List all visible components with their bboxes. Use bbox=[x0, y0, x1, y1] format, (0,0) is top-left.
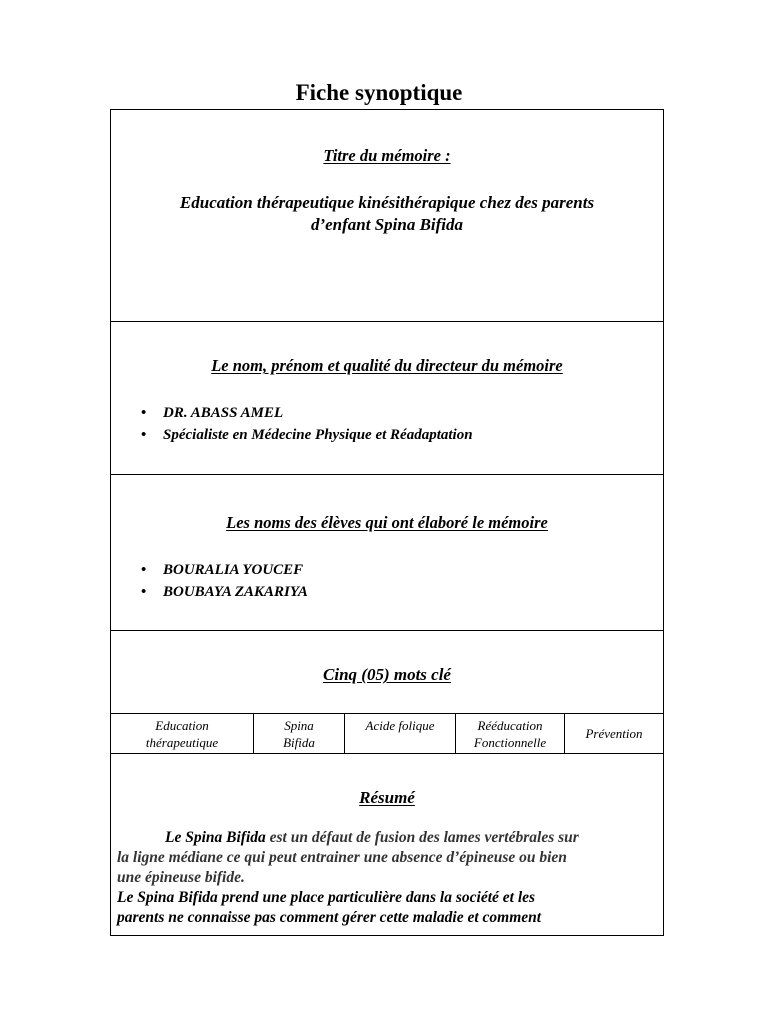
keywords-heading: Cinq (05) mots clé bbox=[323, 665, 451, 684]
resume-lead: Le Spina Bifida bbox=[165, 829, 266, 846]
director-qualification: Spécialiste en Médecine Physique et Réadaptation bbox=[163, 427, 473, 443]
resume-box bbox=[110, 753, 664, 936]
keyword-cell bbox=[254, 714, 345, 753]
resume-line: parents ne connaisse pas comment gérer cette maladie et comment bbox=[117, 909, 542, 926]
director-item bbox=[111, 424, 663, 446]
memoir-title-line2: d’enfant Spina Bifida bbox=[310, 215, 464, 234]
bullet-icon: • bbox=[141, 427, 147, 443]
student-item bbox=[111, 581, 663, 603]
keywords-row bbox=[110, 713, 664, 754]
student-name: BOURALIA YOUCEF bbox=[163, 562, 304, 578]
resume-heading: Résumé bbox=[359, 788, 415, 807]
keyword-cell bbox=[111, 714, 254, 753]
resume-line bbox=[117, 828, 657, 848]
student-name: BOUBAYA ZAKARIYA bbox=[163, 584, 308, 600]
keyword-text: Rééducation bbox=[477, 718, 543, 733]
resume-line: la ligne médiane ce qui peut entrainer une absence d’épineuse ou bien bbox=[117, 849, 567, 866]
director-list bbox=[111, 402, 663, 446]
keyword-text: Fonctionnelle bbox=[473, 735, 547, 750]
keyword-cell bbox=[565, 714, 663, 753]
director-item bbox=[111, 402, 663, 424]
memoir-title-line1: Education thérapeutique kinésithérapique chez des parents bbox=[179, 193, 595, 212]
keyword-text: Spina bbox=[284, 718, 314, 733]
bullet-icon: • bbox=[141, 405, 147, 421]
title-box bbox=[110, 109, 664, 322]
director-box bbox=[110, 321, 664, 475]
resume-line: une épineuse bifide. bbox=[117, 869, 245, 886]
keyword-cell bbox=[456, 714, 565, 753]
keyword-cell bbox=[345, 714, 456, 753]
keywords-box bbox=[110, 630, 664, 714]
student-item bbox=[111, 559, 663, 581]
resume-paragraph-1 bbox=[111, 828, 663, 888]
resume-line-text: est un défaut de fusion des lames vertébrales sur bbox=[265, 829, 579, 846]
students-heading: Les noms des élèves qui ont élaboré le mémoire bbox=[226, 513, 548, 532]
director-heading: Le nom, prénom et qualité du directeur du mémoire bbox=[211, 356, 563, 375]
bullet-icon: • bbox=[141, 584, 147, 600]
resume-line: Le Spina Bifida prend une place particulière dans la société et les bbox=[117, 889, 536, 906]
memoir-title bbox=[111, 192, 663, 236]
students-list bbox=[111, 559, 663, 603]
keyword-text: Prévention bbox=[585, 726, 643, 741]
keyword-text: Bifida bbox=[283, 735, 315, 750]
keyword-text: Acide folique bbox=[365, 718, 435, 733]
keyword-text: thérapeutique bbox=[145, 735, 219, 750]
resume-paragraph-2 bbox=[111, 888, 663, 928]
title-heading: Titre du mémoire : bbox=[323, 146, 451, 165]
bullet-icon: • bbox=[141, 562, 147, 578]
director-name: DR. ABASS AMEL bbox=[163, 405, 284, 421]
students-box bbox=[110, 474, 664, 631]
keyword-text: Education bbox=[155, 718, 209, 733]
page-title: Fiche synoptique bbox=[295, 80, 463, 105]
